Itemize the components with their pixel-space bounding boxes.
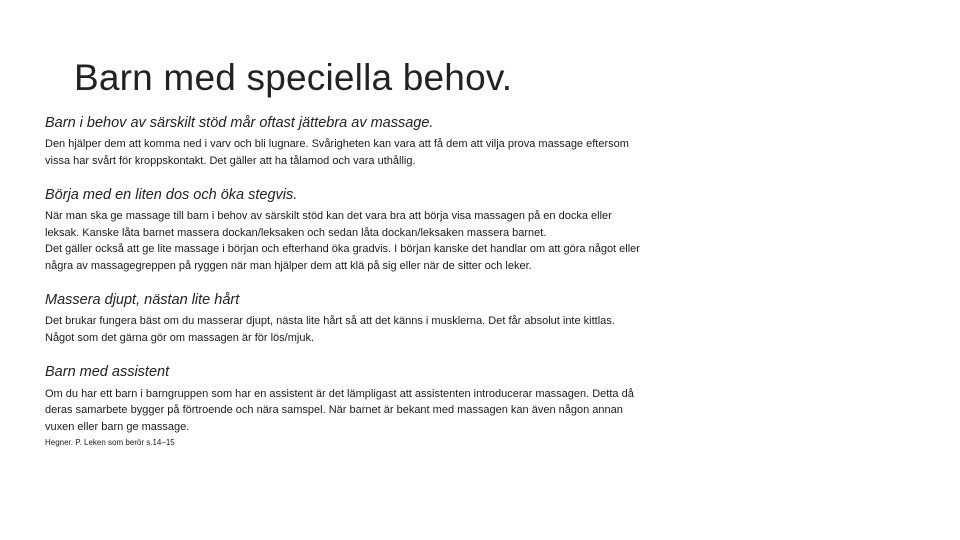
section-heading: Barn med assistent [45,364,170,381]
section-massage-deep [45,291,645,346]
section-massage-benefits [45,114,645,169]
section-heading: Massera djupt, nästan lite hårt [45,292,240,309]
section-paragraph: Den hjälper dem att komma ned i varv och bli lugnare. Svårigheten kan vara att få dem att vilja prova massage eftersom vissa har svårt för kroppskontakt. Det gäller att ha tålamod och vara uthållig. [45,138,629,167]
section-child-with-assistant [45,363,645,435]
slide-title: Barn med speciella behov. [74,57,513,98]
section-paragraph: Om du har ett barn i barngruppen som har en assistent är det lämpligast att assistenten introducerar massagen. Detta då deras samarbete bygger på förtroende och nära samspel. När barnet är bekant med massagen kan även någon annan vuxen eller barn ge massage. [45,387,634,433]
section-paragraph: När man ska ge massage till barn i behov av särskilt stöd kan det vara bra att börja visa massagen på en docka eller leksak. Kanske låta barnet massera dockan/leksaken och sedan låta dockan/leksaken massera barnet. [45,210,612,239]
section-paragraph: Det brukar fungera bäst om du masserar djupt, nästa lite hårt så att det känns i musklerna. Det får absolut inte kittlas. Något som det gärna gör om massagen är för lös/mjuk. [45,315,615,344]
slide-body [45,114,645,448]
source-citation: Hegner. P. Leken som berör s.14–15 [45,438,175,447]
section-start-small [45,186,645,274]
section-heading: Barn i behov av särskilt stöd mår oftast jättebra av massage. [45,115,434,131]
section-heading: Börja med en liten dos och öka stegvis. [45,187,298,204]
section-paragraph: Det gäller också att ge lite massage i början och efterhand öka gradvis. I början kanske det handlar om att göra något eller några av massagegreppen på ryggen när man hjälper dem att klä på sig eller när de sitter och leker. [45,243,640,272]
